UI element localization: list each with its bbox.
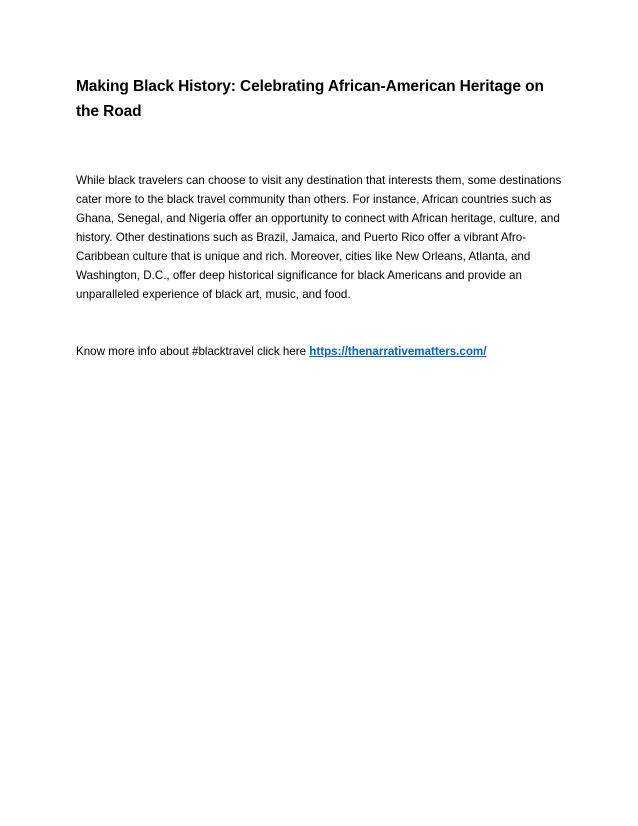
more-info-text: Know more info about #blacktravel click here (76, 345, 310, 358)
website-link[interactable]: https://thenarrativematters.com/ (309, 345, 487, 358)
body-paragraph: While black travelers can choose to visit any destination that interests them, some destinations cater more to the black travel community than others. For instance, African countries such as Ghana, Senegal, and Nigeria offer an opportunity to connect with African heritage, culture, and history. Other destinations such as Brazil, Jamaica, and Puerto Rico offer a vibrant Afro-Caribbean culture that is unique and rich. Moreover, cities like New Orleans, Atlanta, and Washington, D.C., offer deep historical significance for black Americans and provide an unparalleled experience of black art, music, and food. (76, 174, 562, 301)
document-title: Making Black History: Celebrating African-American Heritage on the Road (76, 78, 544, 120)
more-info-line (76, 342, 566, 361)
document-content (76, 74, 566, 361)
